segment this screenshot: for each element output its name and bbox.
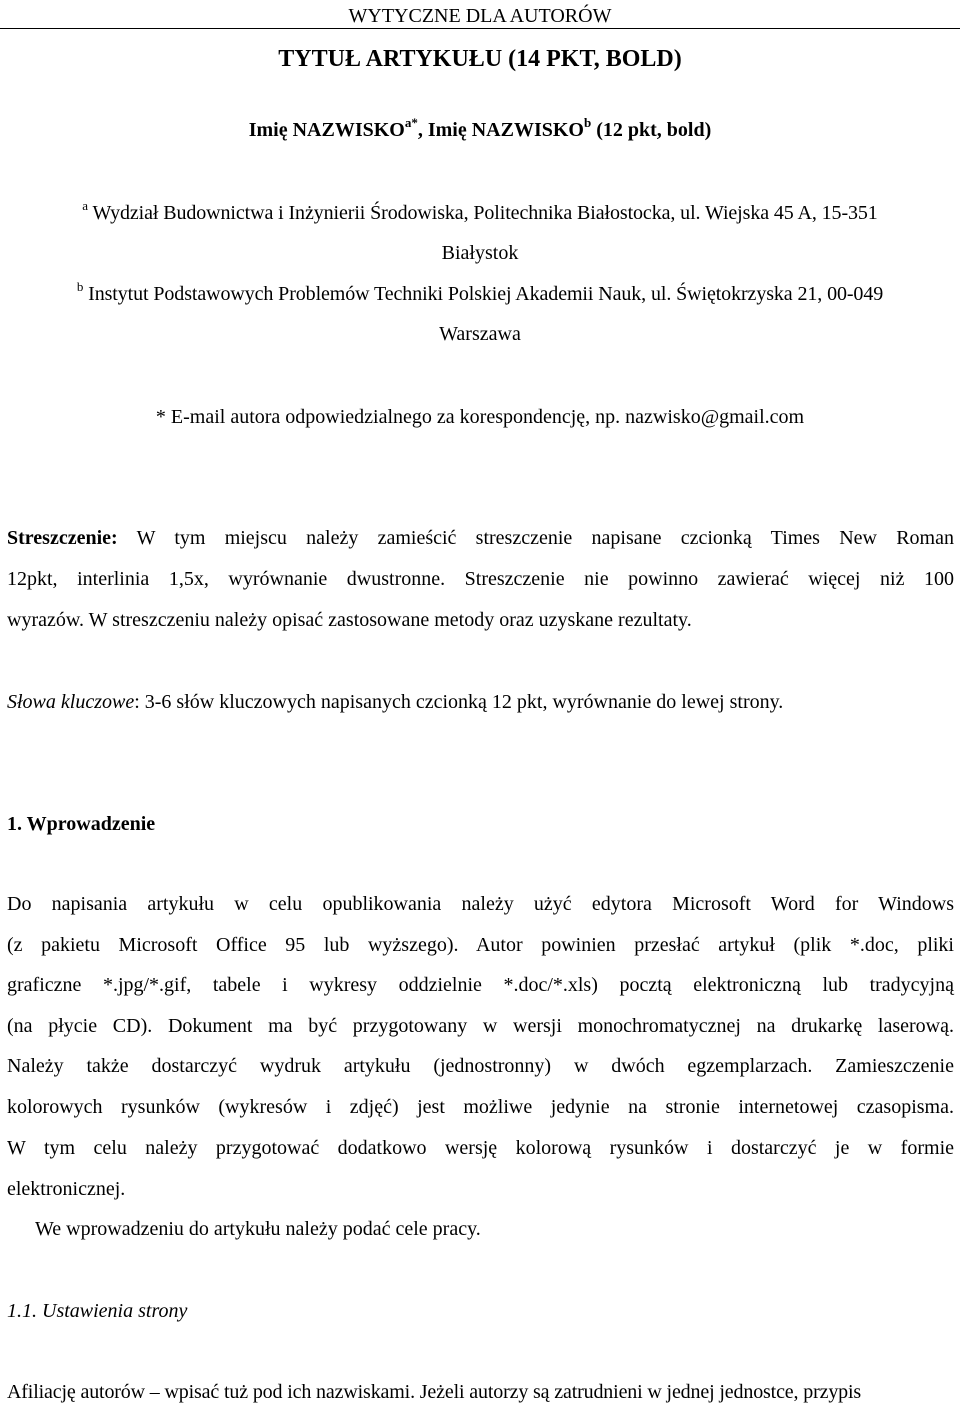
abstract-line-2: 12pkt, interlinia 1,5x, wyrównanie dwustronne. Streszczenie nie powinno zawierać więcej niż 100 <box>7 568 954 590</box>
affiliation-b-line2: Warszawa <box>439 323 521 345</box>
body-line: kolorowych rysunków (wykresów i zdjęć) jest możliwe jedynie na stronie internetowej czasopisma. <box>7 1096 954 1118</box>
corresponding-email: * E-mail autora odpowiedzialnego za korespondencję, np. nazwisko@gmail.com <box>155 406 805 428</box>
abstract-line-3: wyrazów. W streszczeniu należy opisać zastosowane metody oraz uzyskane rezultaty. <box>7 609 692 631</box>
body-line: W tym celu należy przygotować dodatkowo wersję kolorową rysunków i dostarczyć je w formie <box>7 1137 954 1159</box>
affiliation-a-line2: Białystok <box>441 242 519 264</box>
affiliation-a-sup: a <box>82 198 88 213</box>
keywords-label: Słowa kluczowe <box>7 691 135 713</box>
author-1-sup: a* <box>404 115 418 130</box>
body-paragraph-2: We wprowadzeniu do artykułu należy podać cele pracy. <box>35 1218 481 1240</box>
author-2: Imię NAZWISKO <box>427 119 584 141</box>
header-rule <box>0 28 960 29</box>
author-1: Imię NAZWISKO <box>248 119 405 141</box>
running-header: WYTYCZNE DLA AUTORÓW <box>348 5 612 27</box>
body-line: (z pakietu Microsoft Office 95 lub wyższego). Autor powinien przesłać artykuł (plik *.doc, pliki <box>7 934 954 956</box>
body-line: elektronicznej. <box>7 1178 126 1200</box>
body-line: Należy także dostarczyć wydruk artykułu (jednostronny) w dwóch egzemplarzach. Zamieszczenie <box>7 1055 954 1077</box>
author-note: (12 pkt, bold) <box>591 119 712 141</box>
author-separator: , <box>417 119 428 141</box>
article-title: TYTUŁ ARTYKUŁU (14 PKT, BOLD) <box>278 46 682 72</box>
subsection-heading-1-1: 1.1. Ustawienia strony <box>7 1300 188 1322</box>
author-2-sup: b <box>583 115 592 130</box>
author-line <box>0 115 960 141</box>
affiliation-b-line1: $^b$ Instytut Podstawowych Problemów Techniki Polskiej Akademii Nauk, ul. Świętokrzyska 21, 00-049 <box>76 279 884 305</box>
abstract-line-1: Streszczenie: W tym miejscu należy zamieścić streszczenie napisane czcionką Times New Roman <box>7 527 954 549</box>
affiliation-a-line1: $^a$ Wydział Budownictwa i Inżynierii Środowiska, Politechnika Białostocka, ul. Wiejska 45 A, 15-351 <box>82 198 878 224</box>
body-line: Afiliację autorów – wpisać tuż pod ich nazwiskami. Jeżeli autorzy są zatrudnieni w jednej jednostce, przypis <box>7 1381 862 1403</box>
body-line: (na płycie CD). Dokument ma być przygotowany w wersji monochromatycznej na drukarkę laserową. <box>7 1015 954 1037</box>
keywords-line: Słowa kluczowe: 3-6 słów kluczowych napisanych czcionką 12 pkt, wyrównanie do lewej strony. <box>7 691 784 713</box>
abstract-label: Streszczenie: <box>7 527 118 549</box>
section-heading-1: 1. Wprowadzenie <box>7 813 156 835</box>
body-line: Do napisania artykułu w celu opublikowania należy użyć edytora Microsoft Word for Windows <box>7 893 954 915</box>
affiliation-b-sup: b <box>76 279 84 294</box>
body-line: graficzne *.jpg/*.gif, tabele i wykresy oddzielnie *.doc/*.xls) pocztą elektroniczną lub tradycyjną <box>7 974 954 996</box>
